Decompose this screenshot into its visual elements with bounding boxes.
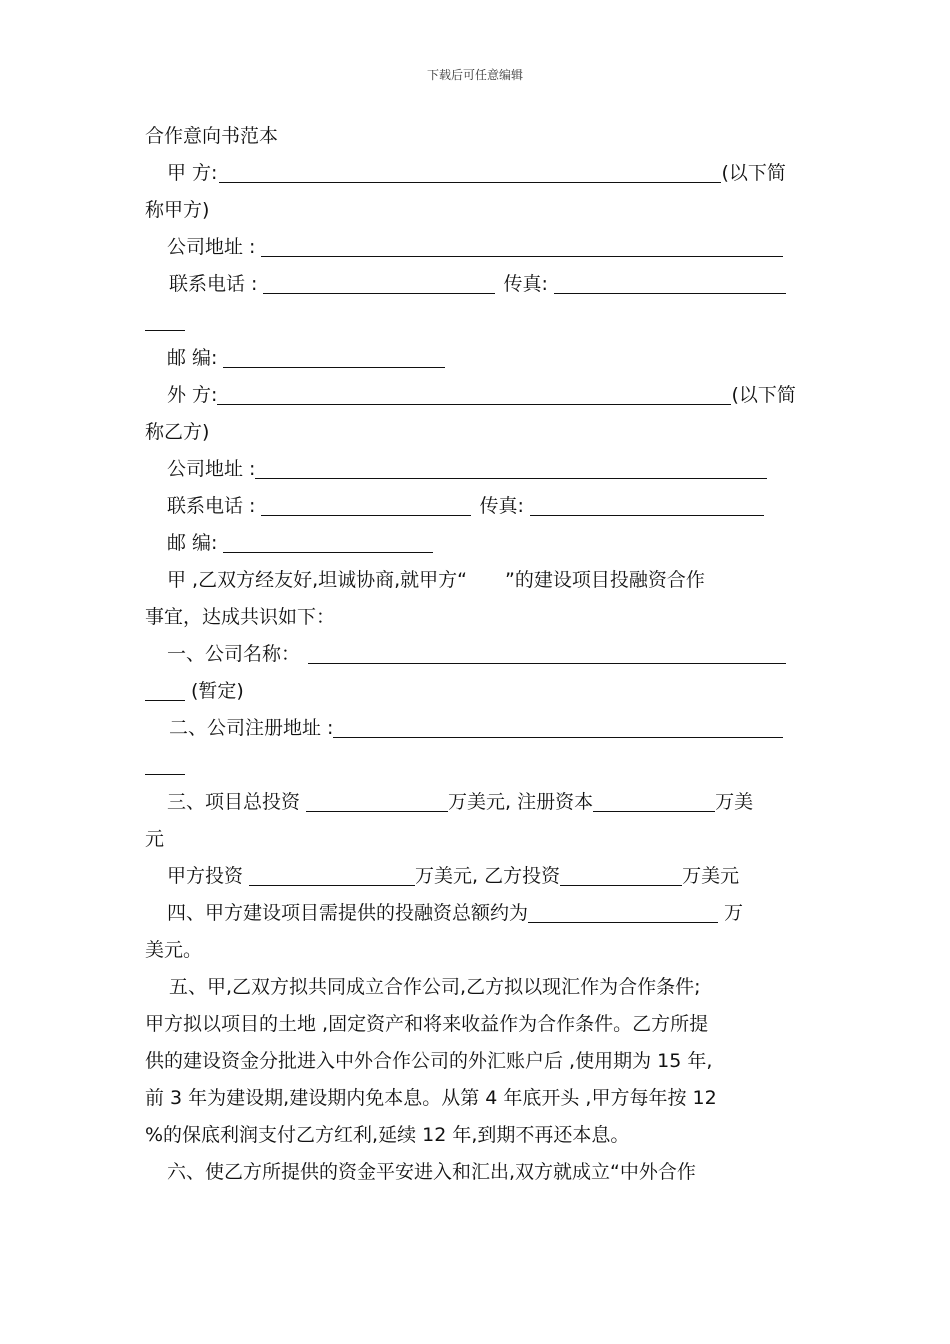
party-b-phone-label: 联系电话 : <box>167 495 256 517</box>
party-b-fax-blank <box>530 491 764 516</box>
party-a-phone-label: 联系电话 : <box>169 273 258 295</box>
party-a-suffix-line: 称甲方) <box>145 199 210 221</box>
item2-label: 二、公司注册地址 : <box>169 717 334 739</box>
party-b-name-blank <box>217 380 731 405</box>
item3-a-label: 甲方投资 <box>167 865 244 887</box>
party-b-zip-line <box>145 525 810 562</box>
item1-suffix: (暂定) <box>191 680 244 702</box>
item3-investment-line <box>145 858 810 895</box>
intro-line-2: 事宜，达成共识如下： <box>145 606 336 628</box>
party-a-fax-blank <box>554 269 786 294</box>
item2-address-blank <box>333 713 783 738</box>
item3-total-blank <box>306 787 448 812</box>
item5-line-2: 甲方拟以项目的土地 ,固定资产和将来收益作为合作条件。乙方所提 <box>145 1013 709 1035</box>
party-b-zip-label: 邮 编: <box>167 532 218 554</box>
item6-line-1: 六、使乙方所提供的资金平安进入和汇出,双方就成立“中外合作 <box>167 1161 696 1183</box>
item4-unit-line: 美元。 <box>145 939 203 961</box>
party-b-phone-blank <box>261 491 471 516</box>
item2-blank-continued <box>145 750 185 775</box>
party-b-fax-label: 传真: <box>479 495 524 517</box>
item1-blank-continued <box>145 676 185 701</box>
party-b-label: 外 方: <box>167 384 218 406</box>
item3-unit2: 万美 <box>715 791 754 813</box>
item4-label: 四、甲方建设项目需提供的投融资总额约为 <box>167 902 529 924</box>
item3-unit1: 万美元, 注册资本 <box>448 791 594 813</box>
party-a-name-blank <box>219 158 721 183</box>
item5-line-3: 供的建设资金分批进入中外合作公司的外汇账户后 ,使用期为 15 年, <box>145 1050 713 1072</box>
party-a-fax-blank-continued <box>145 306 185 331</box>
item2-continuation <box>145 747 810 784</box>
party-b-address-blank <box>255 454 767 479</box>
item3-label: 三、项目总投资 <box>167 791 301 813</box>
item4-unit1: 万 <box>724 902 744 924</box>
party-a-zip-line <box>145 340 810 377</box>
item1-line <box>145 636 810 673</box>
item4-amount-blank <box>528 898 718 923</box>
intro-line-1: 甲 ,乙双方经友好,坦诚协商,就甲方“ ”的建设项目投融资合作 <box>167 569 705 591</box>
party-b-line <box>145 377 810 414</box>
item5-line-4: 前 3 年为建设期,建设期内免本息。从第 4 年底开头 ,甲方每年按 12 <box>145 1087 717 1109</box>
party-b-phone-line <box>145 488 810 525</box>
party-b-address-label: 公司地址 : <box>167 458 256 480</box>
party-a-fax-label: 传真: <box>503 273 548 295</box>
item4-line <box>145 895 810 932</box>
item5-line-1: 五、甲,乙双方拟共同成立合作公司,乙方拟以现汇作为合作条件; <box>169 976 701 998</box>
item3-b-unit: 万美元 <box>682 865 740 887</box>
item3-unit-line: 元 <box>145 828 165 850</box>
document-title: 合作意向书范本 <box>145 125 279 147</box>
item3-capital-blank <box>593 787 715 812</box>
item5-line-5: %的保底利润支付乙方红利,延续 12 年,到期不再还本息。 <box>145 1124 630 1146</box>
item3-line <box>145 784 810 821</box>
party-a-phone-line <box>145 266 810 303</box>
document-body <box>145 118 810 1191</box>
item1-company-name-blank <box>308 639 786 664</box>
party-b-suffix: (以下简 <box>731 384 796 406</box>
party-a-address-label: 公司地址 : <box>167 236 256 258</box>
party-a-address-blank <box>261 232 783 257</box>
party-a-label: 甲 方: <box>167 162 218 184</box>
item3-b-blank <box>560 861 682 886</box>
party-a-zip-blank <box>223 343 445 368</box>
item1-label: 一、公司名称： <box>167 643 301 665</box>
item1-continuation <box>145 673 810 710</box>
item3-a-blank <box>249 861 415 886</box>
party-b-zip-blank <box>223 528 433 553</box>
item3-a-unit: 万美元, 乙方投资 <box>415 865 561 887</box>
party-a-fax-continuation <box>145 303 810 340</box>
party-a-phone-blank <box>263 269 495 294</box>
item2-line <box>145 710 810 747</box>
party-a-line <box>145 155 810 192</box>
party-a-address-line <box>145 229 810 266</box>
party-b-address-line <box>145 451 810 488</box>
party-a-zip-label: 邮 编: <box>167 347 218 369</box>
page-header: 下载后可任意编辑 <box>426 68 523 82</box>
party-a-suffix: (以下简 <box>721 162 786 184</box>
party-b-suffix-line: 称乙方) <box>145 421 210 443</box>
